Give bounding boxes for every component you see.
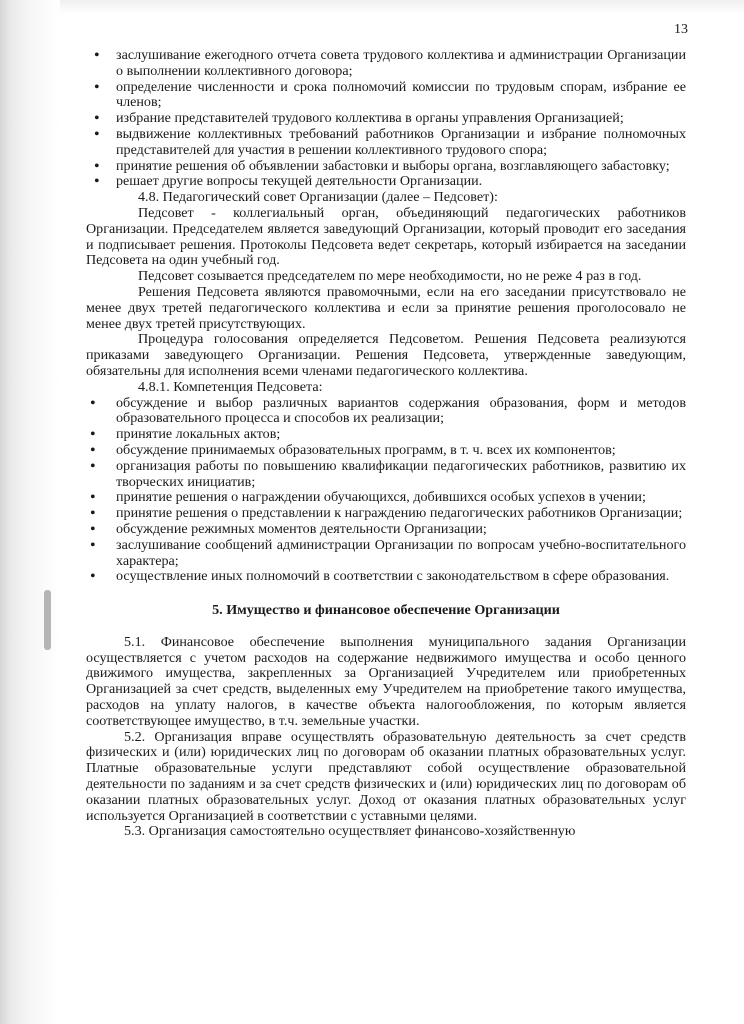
list-item: • выдвижение коллективных требований работников Организации и избрание полномочных представителей для участия в решении коллективного трудового спора;	[86, 127, 686, 159]
pedsovet-convening: Педсовет созывается председателем по мере необходимости, но не реже 4 раз в год.	[138, 268, 642, 285]
clause-5-2: 5.2. Организация вправе осуществлять образовательную деятельность за счет средств физических и (или) юридических лиц по договорам об оказании платных образовательных услуг. Платные образовательные услуги представляют собой осуществление образовательной деятельности по заданиям и за счет средств физических и (или) юридических лиц по договорам об оказании платных образовательных услуг. Доход от оказания платных образовательных услуг используется Организацией в соответствии с уставными целями.	[86, 728, 686, 824]
page-number: 13	[674, 22, 688, 37]
pedsovet-quorum: Решения Педсовета являются правомочными, если на его заседании присутствовало не менее двух третей педагогического коллектива и если за принятие решения проголосовало не менее двух третей присутствующих.	[86, 283, 686, 332]
pedsovet-voting: Процедура голосования определяется Педсоветом. Решения Педсовета реализуются приказами заведующего Организации. Решения Педсовета, утвержденные заведующим, обязательны для исполнения всеми членами педагогического коллектива.	[86, 331, 686, 379]
pedsovet-competence-list	[86, 396, 686, 586]
list-item: • обсуждение и выбор различных вариантов содержания образования, форм и методов образовательного процесса и способов их реализации;	[86, 396, 686, 428]
scan-binding-mark	[44, 590, 51, 650]
pedsovet-definition: Педсовет - коллегиальный орган, объединяющий педагогических работников Организации. Председателем является заведующий Организации, который проводит его заседания и подписывает решения. Протоколы Педсовета ведет секретарь, который избирается на заседании Педсовета на один учебный год.	[86, 204, 686, 269]
scan-top-shadow	[0, 0, 744, 14]
clause-5-3: 5.3. Организация самостоятельно осуществляет финансово-хозяйственную	[124, 823, 576, 840]
list-item: • заслушивание ежегодного отчета совета трудового коллектива и администрации Организации о выполнении коллективного договора;	[86, 48, 686, 80]
list-item: • решает другие вопросы текущей деятельности Организации.	[86, 174, 686, 190]
document-page	[86, 48, 686, 840]
list-item: • принятие решения об объявлении забастовки и выборы органа, возглавляющего забастовку;	[86, 159, 686, 175]
section-5-title: 5. Имущество и финансовое обеспечение Организации	[212, 602, 560, 619]
list-item: • осуществление иных полномочий в соответствии с законодательством в сфере образования.	[86, 569, 686, 585]
list-item: • принятие решения о представлении к награждению педагогических работников Организации;	[86, 506, 686, 522]
workers-meeting-list	[86, 48, 686, 190]
list-item: • принятие локальных актов;	[86, 427, 686, 443]
list-item: • избрание представителей трудового коллектива в органы управления Организацией;	[86, 111, 686, 127]
list-item: • обсуждение принимаемых образовательных программ, в т. ч. всех их компонентов;	[86, 443, 686, 459]
list-item: • организация работы по повышению квалификации педагогических работников, развитию их творческих инициатив;	[86, 459, 686, 491]
scan-left-edge	[0, 0, 60, 1024]
clause-4-8-heading: 4.8. Педагогический совет Организации (далее – Педсовет):	[138, 189, 498, 206]
list-item: • заслушивание сообщений администрации Организации по вопросам учебно-воспитательного характера;	[86, 538, 686, 570]
clause-4-8-1-heading: 4.8.1. Компетенция Педсовета:	[138, 378, 323, 395]
clause-5-1: 5.1. Финансовое обеспечение выполнения муниципального задания Организации осуществляется с учетом расходов на содержание недвижимого имущества и особо ценного движимого имущества, закрепленных за Организацией Учредителем или приобретенных Организацией за счет средств, выделенных ему Учредителем на приобретение такого имущества, расходов на уплату налогов, в качестве объекта налогообложения, по которым является соответствующее имущество, в т.ч. земельные участки.	[86, 633, 686, 729]
list-item: • обсуждение режимных моментов деятельности Организации;	[86, 522, 686, 538]
list-item: • принятие решения о награждении обучающихся, добившихся особых успехов в учении;	[86, 490, 686, 506]
list-item: • определение численности и срока полномочий комиссии по трудовым спорам, избрание ее членов;	[86, 80, 686, 112]
